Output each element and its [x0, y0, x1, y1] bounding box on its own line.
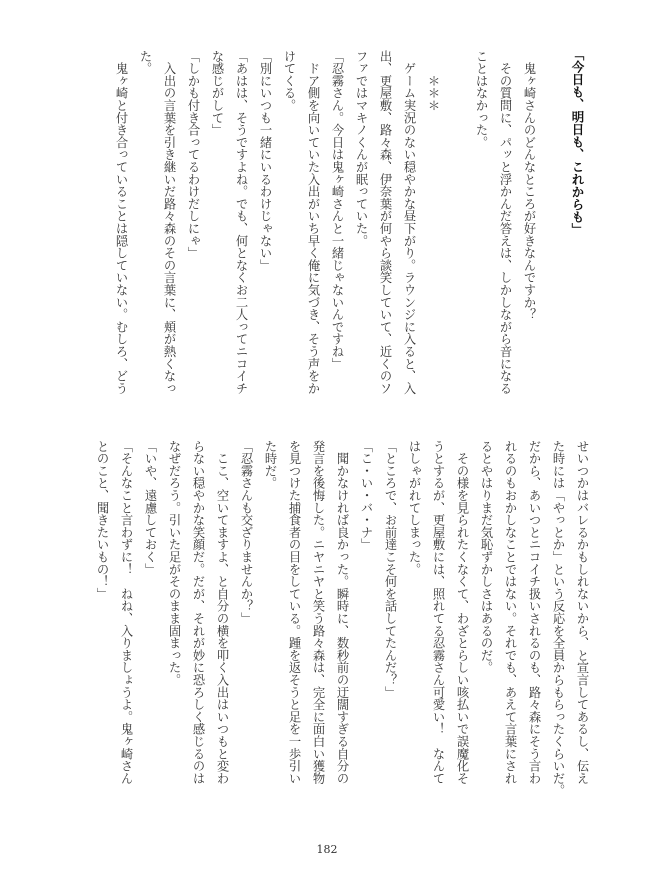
text-line: 「ところで、お前達こそ何を話してたんだ？」 — [383, 440, 397, 699]
text-line: れるのもおかしなことではない。それでも、あえて言葉にされ — [503, 440, 517, 785]
text-line: 「こ・い・バ・ナ」 — [359, 440, 373, 551]
text-line: 「忍霧さん。今日は鬼ヶ崎さんと一緒じゃないんですね」 — [330, 50, 344, 370]
text-line: 鬼ヶ崎さんのどんなところが好きなんですか？ — [522, 50, 536, 321]
text-line: 「そんなこと言わずに！ ねね、入りましょうよ。鬼ヶ崎さん — [119, 440, 133, 785]
chapter-title: 「今日も、明日も、これからも」 — [570, 48, 585, 236]
text-line: ドア側を向いていた入出がいち早く俺に気づき、そう声をか — [306, 50, 320, 395]
text-line: 発言を後悔した。ニヤニヤと笑う路々森は、完全に面白い獲物 — [311, 440, 325, 785]
text-line: はしゃがれてしまった。 — [407, 440, 421, 576]
text-line: た。 — [138, 50, 152, 75]
text-line: とのこと、聞きたいもの！」 — [95, 440, 109, 600]
text-line: ＊＊＊ — [426, 50, 440, 112]
text-line: た時だ。 — [263, 440, 277, 490]
text-line: 「しかも付き合ってるわけだしにゃ」 — [186, 50, 200, 260]
text-line: 聞かなければ良かった。瞬時に、数秒前の迂闊すぎる自分の — [335, 440, 349, 785]
text-line: 「あはは、そうですよね。でも、何となくお二人ってニコイチ — [234, 50, 248, 395]
text-line: た時には「やっとか」という反応を全員からもらったくらいだ。 — [551, 440, 565, 797]
text-line: その質問に、パッと浮かんだ答えは、しかしながら音になる — [498, 50, 512, 395]
text-line: 入出の言葉を引き継いだ路々森のその言葉に、頬が熱くなっ — [162, 50, 176, 395]
text-line: 「別にいつも一緒にいるわけじゃない」 — [258, 50, 272, 272]
text-line: ここ、空いてますよ、と自分の横を叩く入出はいつもと変わ — [215, 440, 229, 785]
text-line: 出、更屋敷、路々森、伊奈葉が何やら談笑していて、近くのソ — [378, 50, 392, 395]
text-line: けてくる。 — [282, 50, 296, 112]
text-line: を見つけた捕食者の目をしている。踵を返そうと足を一歩引い — [287, 440, 301, 785]
text-line: ゲーム実況のない穏やかな昼下がり。ラウンジに入ると、入 — [402, 50, 416, 395]
text-line: なぜだろう。引いた足がそのまま固まった。 — [167, 440, 181, 686]
text-line: るとやはりまだ気恥ずかしさはあるのだ。 — [479, 440, 493, 674]
text-line: らない穏やかな笑顔だ。だが、それが妙に恐ろしく感じるのは — [191, 440, 205, 785]
text-line: うとするが、更屋敷には、照れてる忍霧さん可愛い！ なんて — [431, 440, 445, 785]
text-line: ことはなかった。 — [474, 50, 488, 149]
text-line: だから、あいつとニコイチ扱いされるのも、路々森にそう言わ — [527, 440, 541, 785]
text-line: 「忍霧さんも交ざりませんか？」 — [239, 440, 253, 625]
text-line: な感じがして」 — [210, 50, 224, 137]
page-number: 182 — [316, 843, 338, 856]
text-line: 「いや、遠慮しておく」 — [143, 440, 157, 576]
text-line: その様を見られたくなくて、わざとらしい咳払いで誤魔化そ — [455, 440, 469, 785]
text-line: せいつかはバレるかもしれないから、と宣言してあるし、伝え — [575, 440, 589, 785]
text-line: 鬼ヶ崎と付き合っていることは隠していない。むしろ、どう — [114, 50, 128, 395]
text-line: ファではマキノくんが眠っていた。 — [354, 50, 368, 247]
